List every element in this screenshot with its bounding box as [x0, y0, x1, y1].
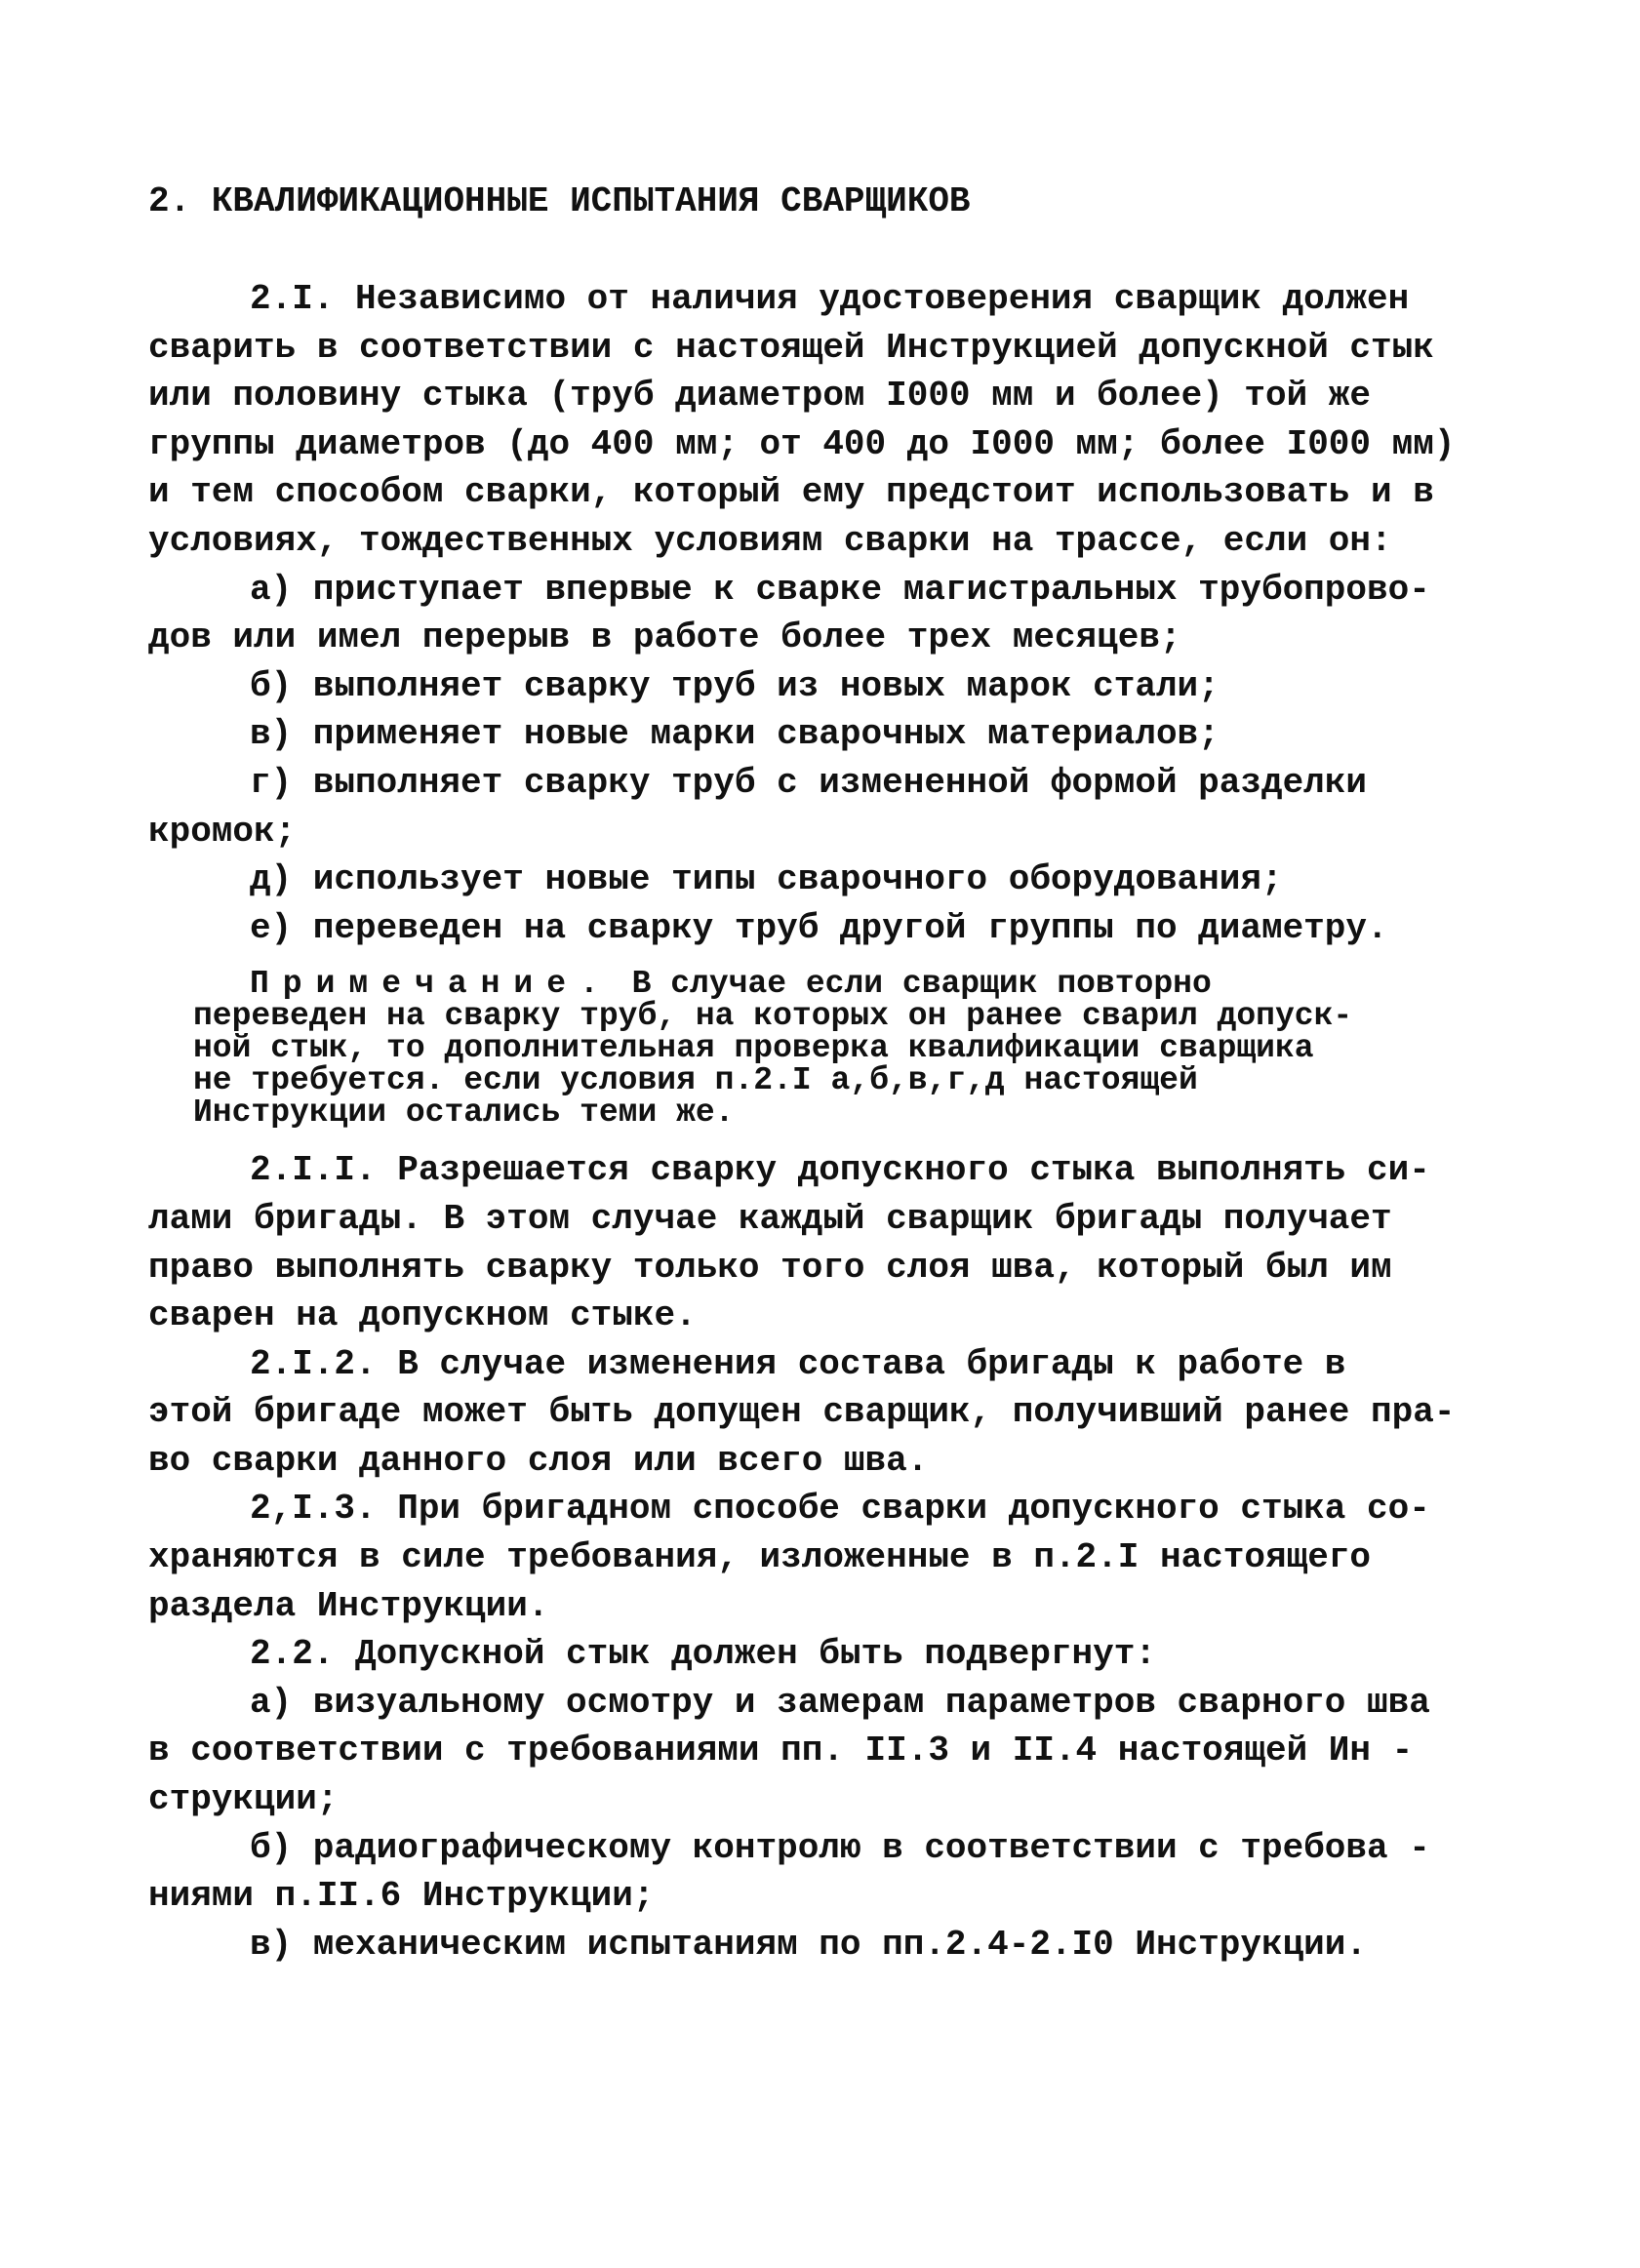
paragraph-line: 2.I. Независимо от наличия удостоверения сварщик должен	[250, 279, 1410, 319]
paragraph-line: условиях, тождественных условиям сварки на трассе, если он:	[148, 520, 1392, 561]
list-item-line: а) приступает впервые к сварке магистральных трубопрово-	[250, 569, 1430, 610]
paragraph-line: 2.2. Допускной стык должен быть подвергнут:	[250, 1634, 1156, 1675]
list-item-line: г) выполняет сварку труб с измененной формой разделки	[250, 762, 1367, 803]
list-item-line: б) выполняет сварку труб из новых марок стали;	[250, 665, 1220, 706]
note-line: Инструкции остались теми же.	[193, 1094, 735, 1132]
paragraph-line: и тем способом сварки, который ему предстоит использовать и в	[148, 472, 1434, 513]
list-item-line: е) переведен на сварку труб другой группы по диаметру.	[250, 907, 1388, 948]
list-item-line: д) использует новые типы сварочного оборудования;	[250, 859, 1283, 900]
paragraph-line: лами бригады. В этом случае каждый сварщик бригады получает	[148, 1198, 1392, 1239]
note-line: не требуется. если условия п.2.I а,б,в,г,д настоящей	[193, 1062, 1198, 1099]
paragraph-line: во сварки данного слоя или всего шва.	[148, 1440, 929, 1481]
list-item-line: в соответствии с требованиями пп. II.3 и II.4 настоящей Ин -	[148, 1731, 1414, 1771]
note-label: Примечание.	[250, 966, 613, 1003]
list-item-line: дов или имел перерыв в работе более трех месяцев;	[148, 617, 1181, 658]
list-item-line: кромок;	[148, 811, 297, 852]
paragraph-line: или половину стыка (труб диаметром I000 мм и более) той же	[148, 376, 1372, 417]
paragraph-line: раздела Инструкции.	[148, 1585, 549, 1626]
note-line: ной стык, то дополнительная проверка квалификации сварщика	[193, 1030, 1314, 1067]
document-body	[148, 275, 1456, 1969]
paragraph-line: сварить в соответствии с настоящей Инструкцией допускной стык	[148, 327, 1434, 368]
paragraph-line: группы диаметров (до 400 мм; от 400 до I000 мм; более I000 мм)	[148, 423, 1456, 464]
list-item-line: ниями п.II.6 Инструкции;	[148, 1876, 655, 1917]
paragraph-line: 2.I.I. Разрешается сварку допускного стыка выполнять си-	[250, 1150, 1430, 1191]
paragraph-line: храняются в силе требования, изложенные в п.2.I настоящего	[148, 1537, 1372, 1578]
list-item-line: в) применяет новые марки сварочных материалов;	[250, 714, 1220, 755]
note-line	[193, 966, 1417, 1003]
note-line: переведен на сварку труб, на которых он ранее сварил допуск-	[193, 998, 1353, 1035]
note-text: В случае если сварщик повторно	[612, 966, 1212, 1003]
list-item-line: а) визуальному осмотру и замерам параметров сварного шва	[250, 1682, 1430, 1723]
list-item-line: б) радиографическому контролю в соответствии с требова -	[250, 1827, 1430, 1868]
section-heading: 2. КВАЛИФИКАЦИОННЫЕ ИСПЫТАНИЯ СВАРЩИКОВ	[148, 181, 971, 221]
paragraph-line: 2.I.2. В случае изменения состава бригады к работе в	[250, 1343, 1346, 1384]
paragraph-line: 2,I.3. При бригадном способе сварки допускного стыка со-	[250, 1489, 1430, 1530]
paragraph-line: этой бригаде может быть допущен сварщик, получивший ранее пра-	[148, 1392, 1456, 1433]
paragraph-line: сварен на допускном стыке.	[148, 1295, 697, 1336]
list-item-line: струкции;	[148, 1779, 339, 1820]
paragraph-line: право выполнять сварку только того слоя шва, который был им	[148, 1247, 1392, 1288]
note-block	[148, 966, 1417, 1132]
list-item-line: в) механическим испытаниям по пп.2.4-2.I0 Инструкции.	[250, 1924, 1367, 1965]
